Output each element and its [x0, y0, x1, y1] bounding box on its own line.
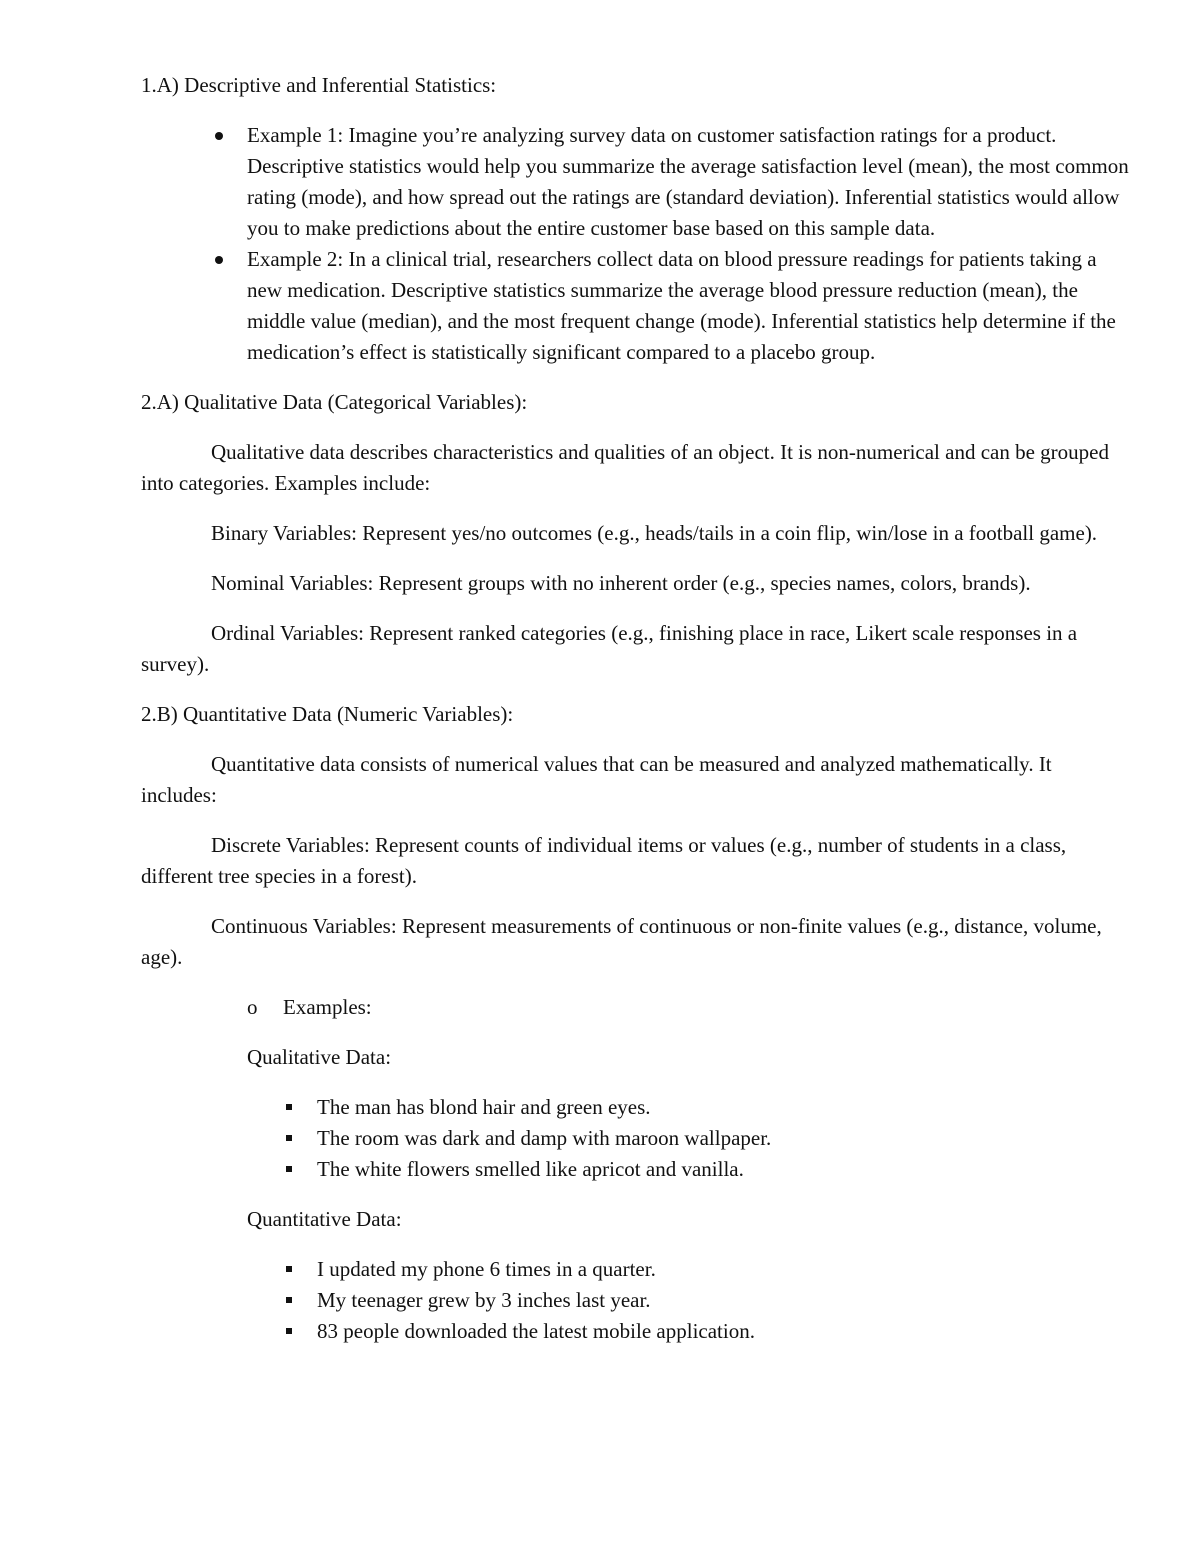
square-bullet-icon [286, 1266, 292, 1272]
quantitative-data-label: Quantitative Data: [247, 1207, 402, 1231]
list-item [247, 244, 1131, 368]
qualitative-examples-list [141, 1092, 1131, 1185]
qualitative-intro: Qualitative data describes characteristics and qualities of an object. It is non-numerical and can be grouped into categories. Examples include: [141, 440, 1109, 495]
list-item [247, 120, 1131, 244]
qualitative-example-text: The white flowers smelled like apricot and vanilla. [317, 1157, 744, 1181]
ordinal-variables-text: Ordinal Variables: Represent ranked categories (e.g., finishing place in race, Likert scale responses in a survey). [141, 621, 1078, 676]
section-2b-heading: 2.B) Quantitative Data (Numeric Variables): [141, 702, 514, 726]
square-bullet-icon [286, 1297, 292, 1303]
circle-bullet-icon: o [247, 995, 258, 1019]
examples-label: Examples: [283, 995, 372, 1019]
list-item [317, 1316, 1131, 1347]
qualitative-data-label: Qualitative Data: [247, 1045, 392, 1069]
list-item [317, 1092, 1131, 1123]
examples-header [141, 992, 1131, 1023]
bullet-dot-icon [215, 256, 223, 264]
section-2a-heading: 2.A) Qualitative Data (Categorical Variables): [141, 390, 528, 414]
section-1-heading: 1.A) Descriptive and Inferential Statistics: [141, 73, 497, 97]
qualitative-example-text: The man has blond hair and green eyes. [317, 1095, 651, 1119]
example-1-text: Example 1: Imagine you’re analyzing survey data on customer satisfaction ratings for a product. Descriptive statistics would help you summarize the average satisfaction level (mean), the most common rating (mode), and how spread out the ratings are (standard deviation). Inferential statistics would allow you to make predictions about the entire customer base based on this sample data. [247, 123, 1129, 240]
square-bullet-icon [286, 1135, 292, 1141]
quantitative-examples-list [141, 1254, 1131, 1347]
quantitative-example-text: My teenager grew by 3 inches last year. [317, 1288, 651, 1312]
list-item [317, 1285, 1131, 1316]
continuous-variables-text: Continuous Variables: Represent measurements of continuous or non-finite values (e.g., distance, volume, age). [141, 914, 1102, 969]
example-2-text: Example 2: In a clinical trial, researchers collect data on blood pressure readings for patients taking a new medication. Descriptive statistics summarize the average blood pressure reduction (mean), the middle value (median), and the most frequent change (mode). Inferential statistics help determine if the medication’s effect is statistically significant compared to a placebo group. [247, 247, 1116, 364]
binary-variables-text: Binary Variables: Represent yes/no outcomes (e.g., heads/tails in a coin flip, win/lose in a football game). [211, 521, 1098, 545]
discrete-variables-text: Discrete Variables: Represent counts of individual items or values (e.g., number of students in a class, different tree species in a forest). [141, 833, 1067, 888]
quantitative-example-text: 83 people downloaded the latest mobile application. [317, 1319, 755, 1343]
nominal-variables-text: Nominal Variables: Represent groups with no inherent order (e.g., species names, colors, brands). [211, 571, 1031, 595]
square-bullet-icon [286, 1166, 292, 1172]
bullet-dot-icon [215, 132, 223, 140]
quantitative-example-text: I updated my phone 6 times in a quarter. [317, 1257, 656, 1281]
list-item [317, 1254, 1131, 1285]
square-bullet-icon [286, 1104, 292, 1110]
qualitative-example-text: The room was dark and damp with maroon wallpaper. [317, 1126, 772, 1150]
list-item [317, 1123, 1131, 1154]
list-item [317, 1154, 1131, 1185]
quantitative-intro: Quantitative data consists of numerical values that can be measured and analyzed mathematically. It includes: [141, 752, 1052, 807]
section-1-example-list [141, 120, 1131, 368]
document-page [141, 70, 1131, 1366]
square-bullet-icon [286, 1328, 292, 1334]
